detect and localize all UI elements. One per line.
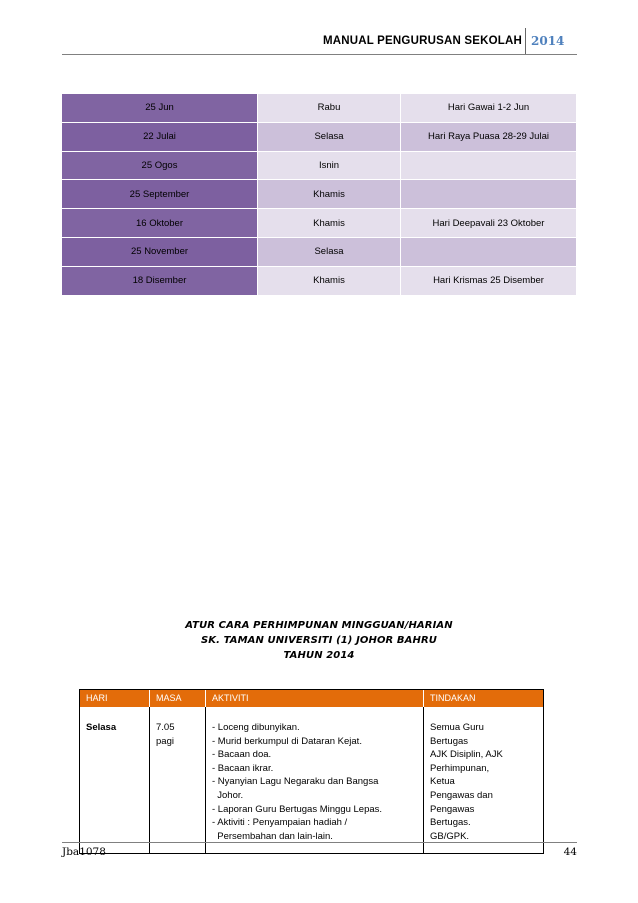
agenda-table: [79, 689, 544, 854]
table-row: [62, 123, 577, 152]
date-cell: 25 Jun: [62, 94, 258, 123]
note-cell: Hari Gawai 1-2 Jun: [401, 94, 577, 123]
action-line: Bertugas.: [430, 817, 471, 829]
agenda-header-row: [80, 690, 543, 707]
day-cell: Selasa: [258, 123, 401, 152]
list-item: - Nyanyian Lagu Negaraku dan Bangsa: [212, 776, 379, 788]
table-row: [62, 180, 577, 209]
header-divider: [525, 28, 526, 54]
date-cell: 25 Ogos: [62, 152, 258, 181]
note-cell: [401, 152, 577, 181]
note-cell: Hari Deepavali 23 Oktober: [401, 209, 577, 238]
footer-id: Jba1078: [62, 846, 106, 858]
agenda-heading: [0, 618, 638, 663]
table-row: [80, 707, 543, 853]
table-row: [62, 152, 577, 181]
action-line: Pengawas: [430, 803, 475, 815]
column-header: TINDAKAN: [430, 693, 476, 703]
activities-cell: [206, 707, 424, 853]
heading-line: TAHUN 2014: [283, 650, 355, 661]
table-row: [62, 209, 577, 238]
action-line: Perhimpunan,: [430, 762, 490, 774]
day-cell: Isnin: [258, 152, 401, 181]
heading-line: SK. TAMAN UNIVERSITI (1) JOHOR BAHRU: [201, 635, 437, 646]
time-line: pagi: [156, 735, 174, 747]
day-cell: Khamis: [258, 209, 401, 238]
page-number: 44: [563, 846, 577, 858]
assembly-dates-table: [62, 94, 577, 296]
action-line: Ketua: [430, 776, 455, 788]
date-cell: 25 September: [62, 180, 258, 209]
actions-cell: [424, 707, 543, 853]
action-line: GB/GPK.: [430, 830, 470, 842]
list-item: - Murid berkumpul di Dataran Kejat.: [212, 735, 362, 747]
list-item: - Loceng dibunyikan.: [212, 722, 300, 733]
column-header: HARI: [80, 690, 150, 707]
note-cell: Hari Krismas 25 Disember: [401, 267, 577, 296]
day-cell: Rabu: [258, 94, 401, 123]
list-item: Johor.: [212, 789, 244, 801]
time-line: 7.05: [156, 722, 175, 733]
column-header: AKTIVITI: [206, 690, 424, 707]
header-rule: [62, 54, 577, 55]
date-cell: 22 Julai: [62, 123, 258, 152]
list-item: Persembahan dan lain-lain.: [212, 830, 333, 842]
table-row: [62, 238, 577, 267]
footer-rule: [62, 842, 577, 843]
table-row: [62, 94, 577, 123]
day-cell: Selasa: [258, 238, 401, 267]
activities-list: [212, 721, 423, 843]
date-cell: 16 Oktober: [62, 209, 258, 238]
note-cell: [401, 180, 577, 209]
list-item: - Bacaan doa.: [212, 749, 272, 761]
day-cell: Khamis: [258, 267, 401, 296]
list-item: - Bacaan ikrar.: [212, 762, 274, 774]
table-row: [62, 267, 577, 296]
list-item: - Laporan Guru Bertugas Minggu Lepas.: [212, 803, 383, 815]
note-cell: [401, 238, 577, 267]
action-line: Bertugas: [430, 735, 469, 747]
page-header: [0, 0, 638, 60]
action-line: Pengawas dan: [430, 789, 493, 801]
page-footer: [62, 842, 577, 858]
action-line: Semua Guru: [430, 722, 484, 733]
date-cell: 18 Disember: [62, 267, 258, 296]
date-cell: 25 November: [62, 238, 258, 267]
note-cell: Hari Raya Puasa 28-29 Julai: [401, 123, 577, 152]
column-header: MASA: [150, 690, 206, 707]
document-title: MANUAL PENGURUSAN SEKOLAH: [322, 35, 522, 47]
day-cell: Khamis: [258, 180, 401, 209]
day-cell: Selasa: [80, 707, 150, 853]
action-line: AJK Disiplin, AJK: [430, 749, 503, 761]
time-cell: [150, 707, 206, 853]
list-item: - Aktiviti : Penyampaian hadiah /: [212, 817, 348, 829]
document-year: 2014: [531, 34, 565, 48]
heading-line: ATUR CARA PERHIMPUNAN MINGGUAN/HARIAN: [185, 620, 453, 631]
